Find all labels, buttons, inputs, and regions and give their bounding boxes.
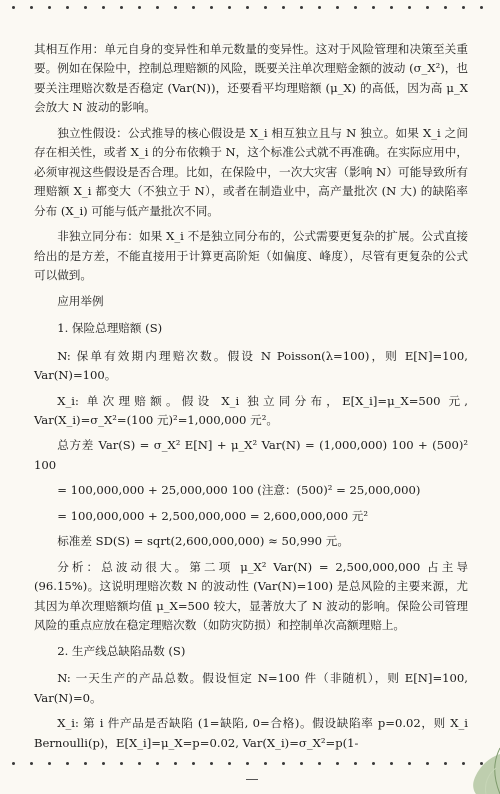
footer-rule xyxy=(246,779,258,780)
border-dot xyxy=(372,6,375,9)
border-dot xyxy=(300,6,303,9)
border-dot xyxy=(282,6,285,9)
border-dot xyxy=(66,6,69,9)
border-dot xyxy=(48,6,51,9)
border-dot xyxy=(138,6,141,9)
border-dot xyxy=(264,762,267,765)
border-dot xyxy=(120,762,123,765)
border-dot xyxy=(336,6,339,9)
border-dot xyxy=(174,762,177,765)
border-dot xyxy=(462,6,465,9)
border-dot xyxy=(210,762,213,765)
example-1-equation-line-1: = 100,000,000 + 25,000,000 100 (注意：(500)² = 25,000,000) xyxy=(57,483,421,498)
border-dot xyxy=(444,6,447,9)
example-1-standard-deviation: 标准差 SD(S) = sqrt(2,600,000,000) ≈ 50,990 元。 xyxy=(57,534,349,549)
border-dot xyxy=(30,762,33,765)
example-1-x-definition: X_i: 单次理赔额。假设 X_i 独立同分布，E[X_i]=μ_X=500 元, Var(X_i)=σ_X²=(100 元)²=1,000,000 元²。 xyxy=(34,393,468,427)
border-dot xyxy=(408,762,411,765)
border-dot xyxy=(210,6,213,9)
border-dot xyxy=(228,6,231,9)
example-2-heading: 2. 生产线总缺陷品数 (S) xyxy=(57,643,186,658)
border-dot xyxy=(138,762,141,765)
border-dot xyxy=(480,6,483,9)
border-dot xyxy=(300,762,303,765)
border-dot xyxy=(12,762,15,765)
border-dot xyxy=(246,6,249,9)
border-dot xyxy=(390,762,393,765)
border-dot xyxy=(102,762,105,765)
border-dot xyxy=(318,6,321,9)
border-dot xyxy=(12,6,15,9)
bottom-dotted-border xyxy=(8,762,492,768)
border-dot xyxy=(228,762,231,765)
example-2-n-definition: N: 一天生产的产品总数。假设恒定 N=100 件（非随机），则 E[N]=100, Var(N)=0。 xyxy=(34,671,468,705)
border-dot xyxy=(192,762,195,765)
example-2-x-definition: X_i: 第 i 件产品是否缺陷 (1=缺陷, 0=合格)。假设缺陷率 p=0.02，则 X_i Bernoulli(p)，E[X_i]=μ_X=p=0.02, Var(X_i)=σ_X²=p(1- xyxy=(34,716,468,750)
paragraph-non-iid: 非独立同分布：如果 X_i 不是独立同分布的，公式需要更复杂的扩展。公式直接给出的是方差，不能直接用于计算更高阶矩（如偏度、峰度），尽管有更复杂的公式可以做到。 xyxy=(34,229,468,283)
border-dot xyxy=(246,762,249,765)
border-dot xyxy=(264,6,267,9)
border-dot xyxy=(336,762,339,765)
border-dot xyxy=(48,762,51,765)
border-dot xyxy=(426,6,429,9)
border-dot xyxy=(102,6,105,9)
border-dot xyxy=(354,6,357,9)
border-dot xyxy=(318,762,321,765)
border-dot xyxy=(30,6,33,9)
leaf-ornament-icon xyxy=(430,734,500,794)
top-dotted-border xyxy=(8,6,492,12)
section-heading-examples: 应用举例 xyxy=(57,293,104,308)
border-dot xyxy=(84,6,87,9)
example-1-n-definition: N: 保单有效期内理赔次数。假设 N Poisson(λ=100)，则 E[N]=100, Var(N)=100。 xyxy=(34,348,468,383)
border-dot xyxy=(408,6,411,9)
paragraph-interaction: 其相互作用：单元自身的变异性和单元数量的变异性。这对于风险管理和决策至关重要。例如在保险中，控制总理赔额的风险，既要关注单次理赔金额的波动 (σ_X²)，也要关注理赔次数是否稳定 (Var(N))，还要看平均理赔额 (μ_X) 的高低，因为高 μ_X 会放大 N 波动的影响。 xyxy=(34,42,468,115)
border-dot xyxy=(426,762,429,765)
border-dot xyxy=(84,762,87,765)
page-content xyxy=(34,40,468,759)
example-1-analysis: 分析：总波动很大。第二项 μ_X² Var(N) = 2,500,000,000 占主导 (96.15%)。这说明理赔次数 N 的波动性 (Var(N)=100) 是总风险的主要来源，尤其因为单次理赔额均值 μ_X=500 较大，显著放大了 N 波动的影响。保险公司管理风险的重点应放在稳定理赔次数（如防灾防损）和控制单次高额理赔上。 xyxy=(34,559,468,633)
border-dot xyxy=(372,762,375,765)
border-dot xyxy=(156,6,159,9)
border-dot xyxy=(174,6,177,9)
border-dot xyxy=(192,6,195,9)
border-dot xyxy=(66,762,69,765)
example-1-equation-line-2: = 100,000,000 + 2,500,000,000 = 2,600,000,000 元² xyxy=(57,508,369,523)
border-dot xyxy=(390,6,393,9)
paragraph-independence-assumption: 独立性假设：公式推导的核心假设是 X_i 相互独立且与 N 独立。如果 X_i 之间存在相关性，或者 X_i 的分布依赖于 N，这个标准公式就不再准确。在实际应用中，必须审视这些假设是否合理。比如，在保险中，一次大灾害（影响 N）可能导致所有理赔额 X_i 都变大（不独立于 N），或者在制造业中，高产量批次 (N 大) 的缺陷率分布 (X_i) 可能与低产量批次不同。 xyxy=(34,125,468,218)
border-dot xyxy=(156,762,159,765)
border-dot xyxy=(354,762,357,765)
border-dot xyxy=(282,762,285,765)
border-dot xyxy=(120,6,123,9)
example-1-total-variance: 总方差 Var(S) = σ_X² E[N] + μ_X² Var(N) = (1,000,000) 100 + (500)² 100 xyxy=(34,438,468,472)
example-1-heading: 1. 保险总理赔额 (S) xyxy=(57,321,163,336)
